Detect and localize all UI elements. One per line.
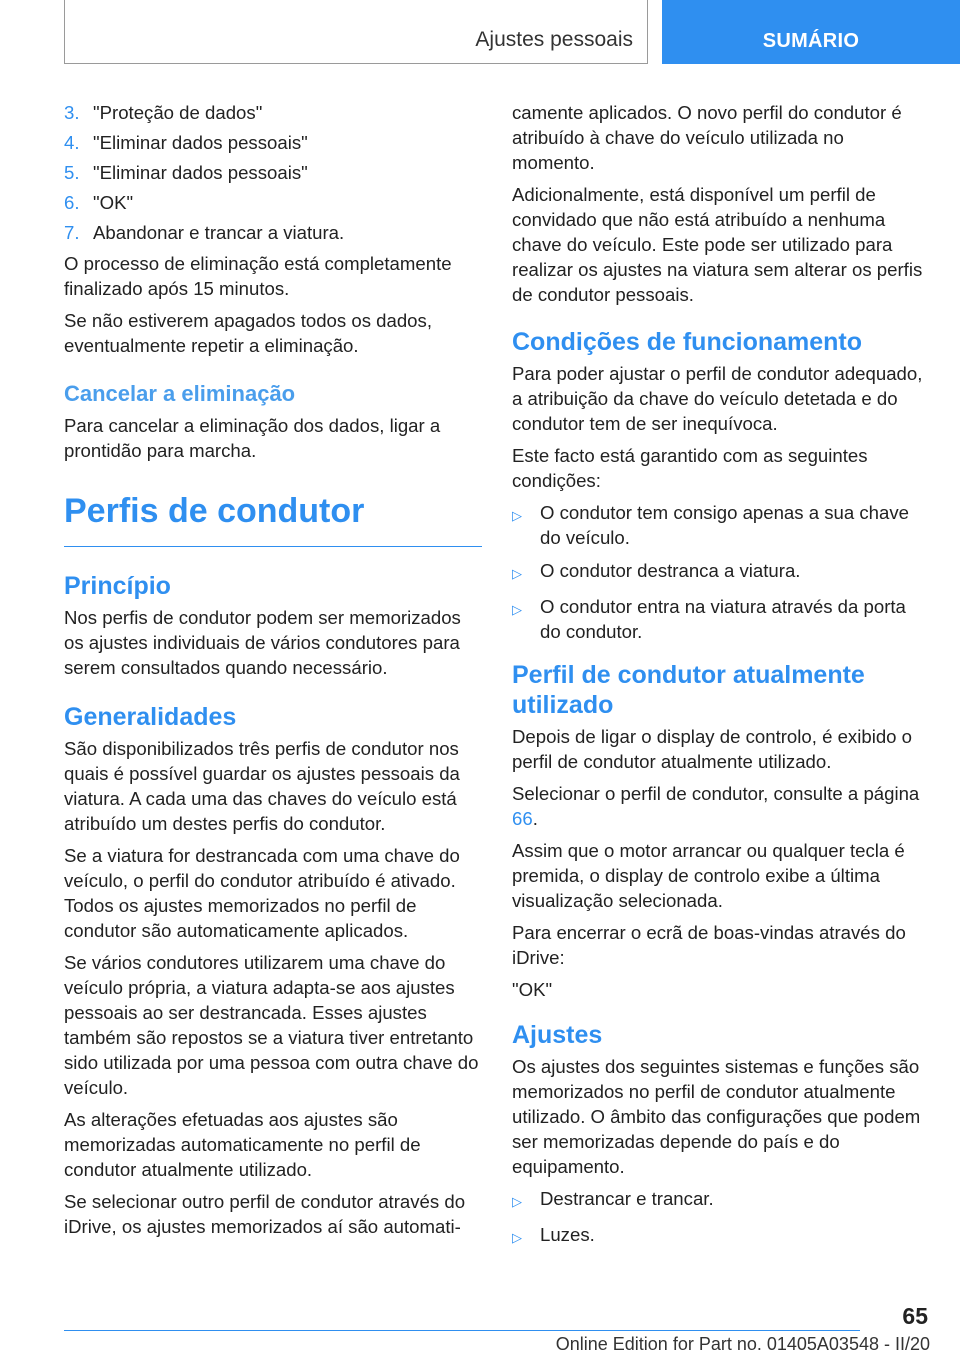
right-column	[512, 100, 928, 1258]
paragraph: Para poder ajustar o perfil de condutor adequado, a atribuição da chave do veículo detetada e do condutor tem de ser inequívoca.	[512, 363, 923, 434]
list-item: 7. Abandonar e trancar a viatura.	[64, 222, 345, 243]
section-title: Ajustes pessoais	[475, 28, 633, 51]
principle-heading: Princípio	[64, 572, 171, 600]
list-item: ▷ Destrancar e trancar.	[512, 1186, 928, 1214]
chapter-title: Perfis de condutor	[64, 489, 482, 547]
cancel-heading: Cancelar a eliminação	[64, 381, 296, 406]
edition-text: Online Edition for Part no. 01405A03548 - II/20	[555, 1334, 930, 1354]
triangle-right-icon: ▷	[512, 602, 522, 617]
triangle-right-icon: ▷	[512, 1230, 522, 1245]
settings-heading: Ajustes	[512, 1021, 603, 1049]
conditions-list	[512, 500, 928, 644]
current-profile-heading: Perfil de condutor atualmente utilizado	[512, 661, 865, 719]
general-heading: Generalidades	[64, 703, 237, 731]
paragraph: Assim que o motor arrancar ou qualquer tecla é premida, o display de controlo exibe a última visualização selecionada.	[512, 840, 905, 911]
list-item: ▷ O condutor entra na viatura através da porta do condutor.	[512, 596, 906, 642]
triangle-right-icon: ▷	[512, 1194, 522, 1209]
paragraph: camente aplicados. O novo perfil do condutor é atribuído à chave do veículo utilizada no momento.	[512, 102, 902, 173]
paragraph: Se selecionar outro perfil de condutor através do iDrive, os ajustes memorizados aí são automati-	[64, 1191, 466, 1237]
paragraph: Selecionar o perfil de condutor, consulte a página 66.	[512, 783, 920, 829]
page-link[interactable]: 66	[512, 808, 533, 829]
paragraph: Se a viatura for destrancada com uma chave do veículo, o perfil do condutor atribuído é ativado. Todos os ajustes memorizados no perfil de condutor são automaticamente aplicados.	[64, 845, 460, 941]
footer-divider	[64, 1330, 860, 1331]
left-column	[64, 100, 482, 1246]
paragraph: Para encerrar o ecrã de boas-vindas através do iDrive:	[512, 922, 906, 968]
list-item: ▷ Luzes.	[512, 1222, 928, 1250]
paragraph: São disponibilizados três perfis de condutor nos quais é possível guardar os ajustes pessoais da viatura. A cada uma das chaves do veículo está atribuído um destes perfis do condutor.	[64, 738, 460, 834]
triangle-right-icon: ▷	[512, 566, 522, 581]
summary-button[interactable]: SUMÁRIO	[662, 0, 960, 64]
triangle-right-icon: ▷	[512, 508, 522, 523]
list-item: 3. "Proteção de dados"	[64, 102, 263, 123]
paragraph: Este facto está garantido com as seguintes condições:	[512, 445, 868, 491]
list-item: 5. "Eliminar dados pessoais"	[64, 162, 308, 183]
paragraph: Se vários condutores utilizarem uma chave do veículo própria, a viatura adapta-se aos ajustes pessoais ao ser destrancada. Esses ajustes também são repostos se a viatura tiver entretanto sido utilizada por uma pessoa com outra chave do veículo.	[64, 952, 479, 1098]
list-item: ▷ O condutor destranca a viatura.	[512, 558, 928, 586]
list-item: ▷ O condutor tem consigo apenas a sua chave do veículo.	[512, 502, 910, 548]
header-bar	[64, 0, 648, 64]
paragraph: Nos perfis de condutor podem ser memorizados os ajustes individuais de vários condutores para serem consultados quando necessário.	[64, 607, 461, 678]
page-number: 65	[902, 1303, 928, 1329]
paragraph: O processo de eliminação está completamente finalizado após 15 minutos.	[64, 253, 452, 299]
paragraph: "OK"	[512, 979, 553, 1000]
paragraph: As alterações efetuadas aos ajustes são memorizadas automaticamente no perfil de condutor atualmente utilizado.	[64, 1109, 421, 1180]
settings-list	[512, 1186, 928, 1250]
paragraph: Os ajustes dos seguintes sistemas e funções são memorizados no perfil de condutor atualmente utilizado. O âmbito das configurações que podem ser memorizadas depende do país e do equipamento.	[512, 1056, 921, 1177]
steps-list	[64, 100, 482, 245]
list-item: 4. "Eliminar dados pessoais"	[64, 132, 308, 153]
paragraph: Para cancelar a eliminação dos dados, ligar a prontidão para marcha.	[64, 415, 441, 461]
paragraph: Se não estiverem apagados todos os dados, eventualmente repetir a eliminação.	[64, 310, 432, 356]
conditions-heading: Condições de funcionamento	[512, 328, 863, 356]
paragraph: Depois de ligar o display de controlo, é exibido o perfil de condutor atualmente utilizado.	[512, 726, 913, 772]
list-item: 6. "OK"	[64, 192, 134, 213]
paragraph: Adicionalmente, está disponível um perfil de convidado que não está atribuído a nenhuma chave do veículo. Este pode ser utilizado para realizar os ajustes na viatura sem alterar os perfis de condutor pessoais.	[512, 184, 923, 305]
